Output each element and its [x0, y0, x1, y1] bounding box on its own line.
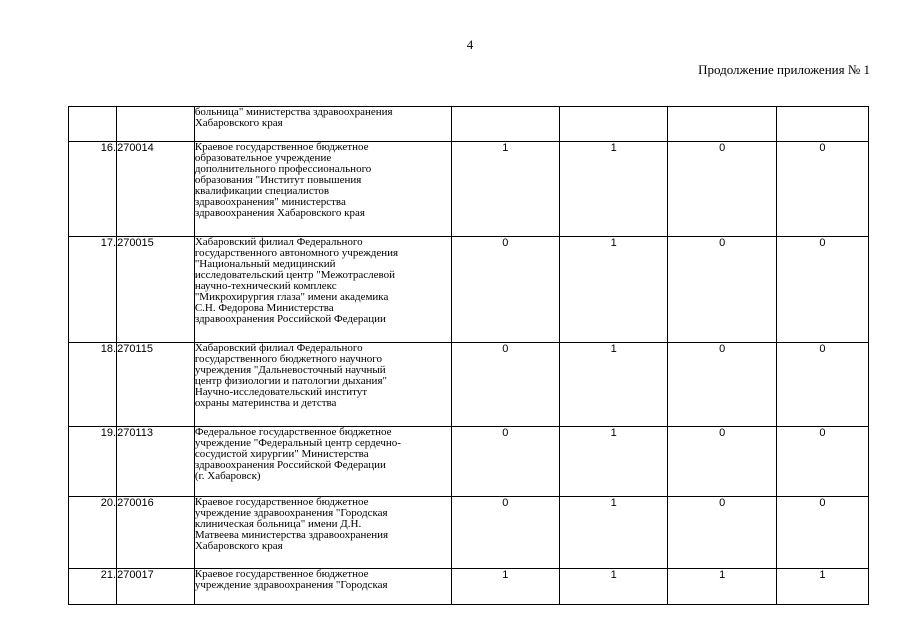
row-number-cell: 19. — [69, 427, 117, 497]
value-cell-2 — [560, 107, 668, 142]
institution-name-line: больница" министерства здравоохранения — [194, 106, 393, 118]
table-row — [69, 237, 869, 343]
value-cell-1: 0 — [451, 237, 559, 343]
value-cell-2: 1 — [560, 142, 668, 237]
value-cell-3: 1 — [668, 569, 776, 605]
value-cell-4: 0 — [776, 237, 868, 343]
value-cell-2: 1 — [560, 343, 668, 427]
value-cell-3: 0 — [668, 427, 776, 497]
value-cell-1: 1 — [451, 569, 559, 605]
institution-name-line: Хабаровский филиал Федерального — [194, 236, 363, 248]
institution-name-line: Федеральное государственное бюджетное — [194, 426, 392, 438]
page-number: 4 — [466, 37, 474, 52]
value-cell-4: 1 — [776, 569, 868, 605]
institution-name-line: здравоохранения Российской Федерации — [194, 313, 386, 325]
value-cell-2: 1 — [560, 497, 668, 569]
value-cell-3: 0 — [668, 237, 776, 343]
row-number-cell: 17. — [69, 237, 117, 343]
institution-name-line: Краевое государственное бюджетное — [194, 568, 369, 580]
row-number-cell: 20. — [69, 497, 117, 569]
institution-name-line: квалификации специалистов — [194, 185, 330, 197]
institution-name-line: С.Н. Федорова Министерства — [194, 302, 334, 314]
row-number-cell — [69, 107, 117, 142]
institution-name-line: Хабаровского края — [194, 540, 283, 552]
value-cell-3: 0 — [668, 343, 776, 427]
institution-name-line: государственного бюджетного научного — [194, 353, 383, 365]
table-row — [69, 569, 869, 605]
table-row — [69, 107, 869, 142]
value-cell-1: 0 — [451, 427, 559, 497]
institution-name-line: Матвеева министерства здравоохранения — [194, 529, 389, 541]
institution-name-line: Научно-исследовательский институт — [194, 386, 368, 398]
institution-name-line: сосудистой хирургии" Министерства — [194, 448, 369, 460]
value-cell-4: 0 — [776, 343, 868, 427]
value-cell-2: 1 — [560, 427, 668, 497]
value-cell-2: 1 — [560, 237, 668, 343]
institution-name-line: охраны материнства и детства — [194, 397, 337, 409]
institution-name-line: учреждение здравоохранения "Городская — [194, 579, 388, 591]
row-number-cell: 21. — [69, 569, 117, 605]
value-cell-1 — [451, 107, 559, 142]
institution-name-cell — [194, 569, 451, 605]
institution-code-cell: 270017 — [117, 569, 195, 605]
institution-code-cell: 270113 — [117, 427, 195, 497]
institution-name-line: дополнительного профессионального — [194, 163, 372, 175]
institution-name-cell — [194, 427, 451, 497]
value-cell-4: 0 — [776, 142, 868, 237]
row-number-cell: 18. — [69, 343, 117, 427]
institution-name-line: образования "Институт повышения — [194, 174, 362, 186]
table-row — [69, 343, 869, 427]
institution-name-cell — [194, 107, 451, 142]
value-cell-4: 0 — [776, 497, 868, 569]
institution-name-line: (г. Хабаровск) — [194, 470, 261, 482]
value-cell-4: 0 — [776, 427, 868, 497]
institution-name-line: "Микрохирургия глаза" имени академика — [194, 291, 389, 303]
table-row — [69, 142, 869, 237]
value-cell-3: 0 — [668, 497, 776, 569]
institution-name-line: здравоохранения Хабаровского края — [194, 207, 365, 219]
institution-name-line: центр физиологии и патологии дыхания" — [194, 375, 387, 387]
appendix-continuation-note: Продолжение приложения № 1 — [698, 62, 870, 77]
institution-name-line: образовательное учреждение — [194, 152, 332, 164]
institution-code-cell: 270014 — [117, 142, 195, 237]
institution-name-line: учреждения "Дальневосточный научный — [194, 364, 386, 376]
institution-code-cell: 270016 — [117, 497, 195, 569]
institution-name-line: здравоохранения Российской Федерации — [194, 459, 386, 471]
value-cell-4 — [776, 107, 868, 142]
value-cell-1: 0 — [451, 343, 559, 427]
institution-name-line: "Национальный медицинский — [194, 258, 336, 270]
institution-name-cell — [194, 142, 451, 237]
institution-name-line: государственного автономного учреждения — [194, 247, 399, 259]
table-body — [69, 107, 869, 605]
institution-code-cell — [117, 107, 195, 142]
institution-name-line: Краевое государственное бюджетное — [194, 496, 369, 508]
institution-name-line: учреждение "Федеральный центр сердечно- — [194, 437, 401, 449]
institution-name-cell — [194, 237, 451, 343]
institution-name-line: Хабаровского края — [194, 117, 283, 129]
value-cell-1: 1 — [451, 142, 559, 237]
institution-name-line: Хабаровский филиал Федерального — [194, 342, 363, 354]
table-row — [69, 497, 869, 569]
table-row — [69, 427, 869, 497]
institution-name-line: Краевое государственное бюджетное — [194, 141, 369, 153]
institution-name-cell — [194, 497, 451, 569]
institution-name-line: здравоохранения" министерства — [194, 196, 346, 208]
institution-code-cell: 270015 — [117, 237, 195, 343]
value-cell-1: 0 — [451, 497, 559, 569]
institution-name-line: клиническая больница" имени Д.Н. — [194, 518, 362, 530]
institution-name-line: научно-технический комплекс — [194, 280, 337, 292]
row-number-cell: 16. — [69, 142, 117, 237]
institutions-table — [68, 106, 869, 605]
institution-code-cell: 270115 — [117, 343, 195, 427]
institution-name-line: исследовательский центр "Межотраслевой — [194, 269, 395, 281]
value-cell-2: 1 — [560, 569, 668, 605]
institution-name-line: учреждение здравоохранения "Городская — [194, 507, 388, 519]
institution-name-cell — [194, 343, 451, 427]
value-cell-3: 0 — [668, 142, 776, 237]
value-cell-3 — [668, 107, 776, 142]
